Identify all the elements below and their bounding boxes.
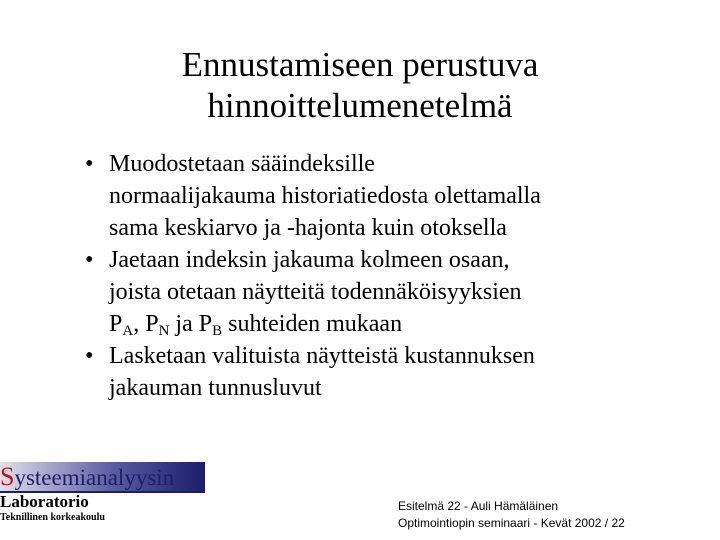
formula-sub-b: B [212, 323, 223, 339]
bullet-2-formula-line [109, 308, 685, 340]
formula-p-a: P [109, 311, 123, 337]
formula-sub-a: A [122, 323, 134, 339]
slide-title-line-2: hinnoittelumenetelmä [207, 86, 513, 125]
footer-line-1: Esitelmä 22 - Auli Hämäläinen [398, 499, 559, 513]
bullet-3-line-2: jakauman tunnusluvut [109, 375, 322, 401]
bullet-2-line-1: • Jaetaan indeksin jakauma kolmeen osaan, [109, 247, 510, 273]
bullet-item-3 [85, 340, 685, 404]
formula-p-b: P [198, 311, 213, 337]
logo-initial: S [0, 462, 15, 491]
lab-logo [0, 462, 210, 532]
bullet-1-line-3: sama keskiarvo ja -hajonta kuin otoksella [109, 215, 507, 241]
formula-sep-2: ja [169, 311, 199, 337]
bullet-item-1 [85, 148, 685, 244]
logo-name [0, 463, 174, 491]
footer-line-2: Optimointiopin seminaari - Kevät 2002 / 22 [398, 516, 625, 530]
bullet-list [85, 148, 685, 404]
bullet-1-line-2: normaalijakauma historiatiedosta olettamalla [109, 183, 541, 209]
bullet-1-line-1: • Muodostetaan sääindeksille [109, 151, 375, 177]
formula-tail: suhteiden mukaan [222, 311, 403, 337]
slide-footer [398, 498, 625, 532]
logo-name-rest: ysteemianalyysin [14, 465, 175, 490]
formula-sub-n: N [158, 323, 170, 339]
slide-title [60, 44, 660, 126]
logo-university: Teknillinen korkeakoulu [0, 512, 105, 523]
logo-lab: Laboratorio [0, 492, 89, 511]
slide-title-line-1: Ennustamiseen perustuva [181, 45, 539, 84]
formula-sep-1: , [133, 311, 146, 337]
bullet-item-2 [85, 244, 685, 340]
formula-p-n: P [145, 311, 159, 337]
bullet-2-line-2: joista otetaan näytteitä todennäköisyyksien [109, 279, 522, 305]
bullet-3-line-1: • Lasketaan valituista näytteistä kustannuksen [109, 343, 535, 369]
